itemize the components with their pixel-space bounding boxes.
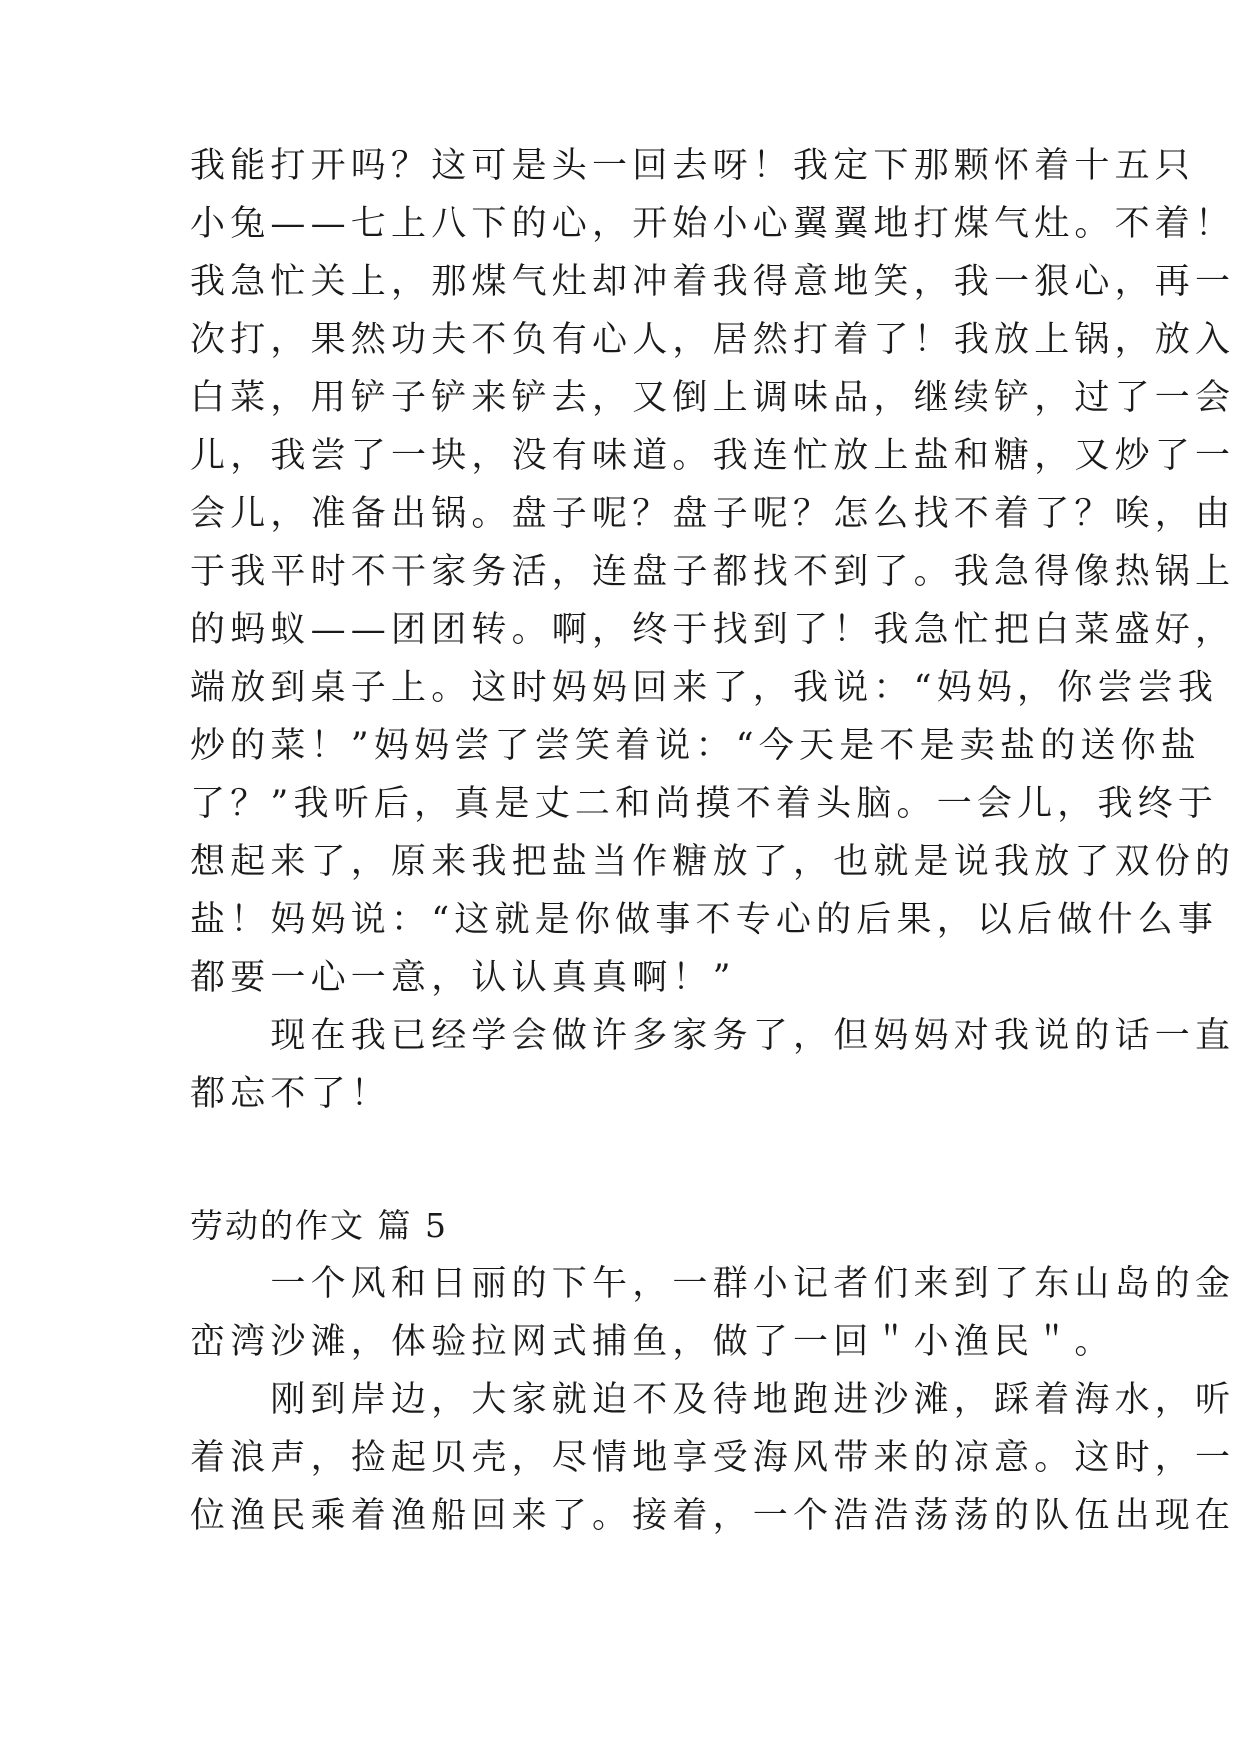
text-line: 一个风和日丽的下午，一群小记者们来到了东山岛的金 (190, 1264, 1236, 1304)
text-line: 着浪声，捡起贝壳，尽情地享受海风带来的凉意。这时，一 (190, 1438, 1236, 1478)
text-line: 都忘不了！ (190, 1074, 392, 1114)
text-line: 想起来了，原来我把盐当作糖放了，也就是说我放了双份的 (190, 842, 1236, 882)
text-line: 会儿，准备出锅。盘子呢？盘子呢？怎么找不着了？唉，由 (190, 494, 1236, 534)
text-line: 端放到桌子上。这时妈妈回来了，我说：“妈妈，你尝尝我 (190, 668, 1219, 708)
section-heading: 劳动的作文 篇 5 (190, 1206, 448, 1245)
text-line: 峦湾沙滩，体验拉网式捕鱼，做了一回＂小渔民＂。 (190, 1322, 1115, 1362)
text-line: 我急忙关上，那煤气灶却冲着我得意地笑，我一狠心，再一 (190, 262, 1236, 302)
text-line: 现在我已经学会做许多家务了，但妈妈对我说的话一直 (190, 1016, 1236, 1056)
text-line: 于我平时不干家务活，连盘子都找不到了。我急得像热锅上 (190, 552, 1236, 592)
text-line: 白菜，用铲子铲来铲去，又倒上调味品，继续铲，过了一会 (190, 378, 1236, 418)
text-line: 儿，我尝了一块，没有味道。我连忙放上盐和糖，又炒了一 (190, 436, 1236, 476)
text-line: 我能打开吗？这可是头一回去呀！我定下那颗怀着十五只 (190, 146, 1196, 186)
text-line: 次打，果然功夫不负有心人，居然打着了！我放上锅，放入 (190, 320, 1236, 360)
text-line: 了？”我听后，真是丈二和尚摸不着头脑。一会儿，我终于 (190, 784, 1219, 824)
text-line: 位渔民乘着渔船回来了。接着，一个浩浩荡荡的队伍出现在 (190, 1496, 1236, 1536)
section-5 (190, 1197, 1236, 1545)
text-line: 刚到岸边，大家就迫不及待地跑进沙滩，踩着海水，听 (190, 1380, 1236, 1420)
text-line: 炒的菜！”妈妈尝了尝笑着说：“今天是不是卖盐的送你盐 (190, 726, 1201, 766)
story-continuation (190, 137, 1236, 1123)
text-line: 小兔——七上八下的心，开始小心翼翼地打煤气灶。不着！ (190, 204, 1236, 244)
text-line: 盐！妈妈说：“这就是你做事不专心的后果，以后做什么事 (190, 900, 1219, 940)
text-line: 的蚂蚁——团团转。啊，终于找到了！我急忙把白菜盛好， (190, 610, 1236, 650)
text-line: 都要一心一意，认认真真啊！” (190, 958, 736, 998)
